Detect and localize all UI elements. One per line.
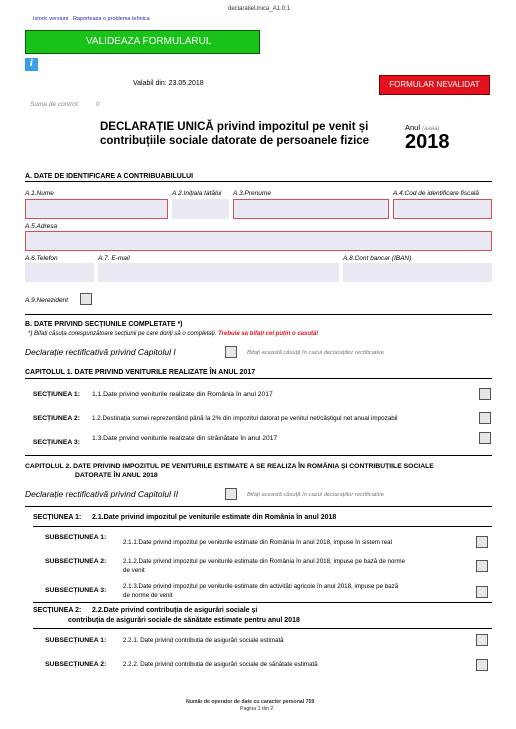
year-value: 2018 xyxy=(405,131,450,153)
subsection-2-1-text: 2.2.1. Date privind contribuția de asigurări sociale estimată xyxy=(123,637,284,644)
checksum-value: 0 xyxy=(96,101,100,108)
footer-operator: Număr de operator de date cu caracter personal 759 xyxy=(186,699,315,705)
email-input[interactable] xyxy=(98,263,339,282)
section-a-divider xyxy=(25,181,492,182)
subsection-2-1-label: SUBSECȚIUNEA 1: xyxy=(45,637,107,644)
chapter-1-divider xyxy=(25,378,492,379)
c2-section-2-bottom-divider xyxy=(33,628,492,629)
a5-label: A.5.Adresa xyxy=(25,223,58,230)
subsection-1-checkbox[interactable] xyxy=(476,536,488,548)
subsection-2-1-checkbox[interactable] xyxy=(476,634,488,646)
chapter-1-heading: CAPITOLUL 1. DATE PRIVIND VENITURILE REALIZATE ÎN ANUL 2017 xyxy=(25,369,256,376)
subsection-2-2-text: 2.2.2. Date privind contribuția de asigurări sociale de sănătate estimată xyxy=(123,661,318,668)
page-title xyxy=(100,120,369,148)
subsection-2-text-a: 2.1.2.Date privind impozitul pe veniturile estimate din România în anul 2018, impuse pe bază de norme xyxy=(123,558,406,565)
subsection-3-text-a: 2.1.3.Date privind impozitul pe veniturile estimate din activități agricole în anul 2018, impuse pe bază xyxy=(123,583,399,590)
subsection-3-label: SUBSECȚIUNEA 3: xyxy=(45,587,107,594)
section-a-heading: A. DATE DE IDENTIFICARE A CONTRIBUABILULUI xyxy=(25,173,194,180)
title-line-2: contribuțiile sociale datorate de persoanele fizice xyxy=(100,135,370,147)
section-2-label: SECȚIUNEA 2: xyxy=(33,415,80,422)
section-3-text: 1.3.Date privind veniturile realizate din străinătate în anul 2017 xyxy=(92,435,278,442)
chapter-2-divider xyxy=(25,506,492,507)
first-name-input[interactable] xyxy=(233,199,389,219)
note-text: *) Bifați căsuța corespunzătoare secțiunii pe care doriți să o completați. xyxy=(28,331,217,337)
a1-label: A.1.Nume xyxy=(25,190,54,197)
subsection-3-checkbox[interactable] xyxy=(476,586,488,598)
valid-from-label: Valabil din: 23.05.2018 xyxy=(133,80,204,87)
title-line-1: DECLARAȚIE UNICĂ privind impozitul pe venit și xyxy=(100,121,369,133)
section-b-heading: B. DATE PRIVIND SECȚIUNILE COMPLETATE *) xyxy=(25,321,183,328)
year-hint: (aaaa) xyxy=(422,126,440,132)
report-problem-link[interactable]: Raporteaza o problema tehnica xyxy=(73,16,150,22)
rectification-cap1-checkbox[interactable] xyxy=(225,346,237,358)
section-divider xyxy=(25,314,492,315)
c2-section-1-text: 2.1.Date privind impozitul pe veniturile estimate din România în anul 2018 xyxy=(92,514,337,521)
version-history-link[interactable]: Istoric versiuni xyxy=(33,16,69,22)
section-1-text: 1.1.Date privind veniturile realizate din România în anul 2017 xyxy=(92,391,273,398)
subsection-2-checkbox[interactable] xyxy=(476,560,488,572)
year-label-text: Anul xyxy=(405,123,421,132)
subsection-2-2-label: SUBSECȚIUNEA 2: xyxy=(45,661,107,668)
validate-form-button[interactable]: VALIDEAZA FORMULARUL xyxy=(25,30,260,54)
rectification-hint-2: Bifați această căsuță în cazul declarațiilor rectificative xyxy=(247,492,384,498)
section-b-note xyxy=(28,331,318,337)
a2-label: A.2.Inițiala tatălui xyxy=(172,190,222,197)
footer-page: Pagina 1 din 2 xyxy=(240,706,274,712)
section-3-checkbox[interactable] xyxy=(479,432,491,444)
info-icon[interactable]: i xyxy=(25,58,38,71)
section-2-text: 1.2.Destinația sumei reprezentând până la 2% din impozitul datorat pe venitul net/câștigul net anual impozabil xyxy=(92,415,398,422)
subsection-2-2-checkbox[interactable] xyxy=(476,659,488,671)
document-code: declaratieUnica_A1.0.1 xyxy=(228,6,291,12)
section-2-checkbox[interactable] xyxy=(479,412,491,424)
form-status-badge: FORMULAR NEVALIDAT xyxy=(379,75,490,95)
c2-section-2-text-b: contribuția de asigurări sociale de sănătate estimate pentru anul 2018 xyxy=(68,617,300,624)
address-input[interactable] xyxy=(25,231,492,251)
father-initial-input[interactable] xyxy=(172,199,229,219)
subsection-3-text-b: de norme de venit xyxy=(123,592,173,599)
section-1-checkbox[interactable] xyxy=(479,388,491,400)
a4-label: A.4.Cod de identificare fiscală xyxy=(393,190,479,197)
subsection-1-label: SUBSECȚIUNEA 1: xyxy=(45,534,107,541)
a7-label: A.7. E-mail xyxy=(98,255,130,262)
chapter-divider xyxy=(25,455,492,456)
a9-label: A.9.Nerezident xyxy=(25,297,68,304)
a6-label: A.6.Telefon xyxy=(25,255,58,262)
phone-input[interactable] xyxy=(25,263,94,282)
rectification-cap2-checkbox[interactable] xyxy=(225,488,237,500)
subsection-2-text-b: de venit xyxy=(123,567,145,574)
checksum-label: Suma de control: xyxy=(30,101,80,108)
iban-input[interactable] xyxy=(343,263,492,282)
fiscal-code-input[interactable] xyxy=(393,199,492,219)
chapter-2-heading-line-2: DATORATE ÎN ANUL 2018 xyxy=(75,472,158,479)
c2-section-2-label: SECȚIUNEA 2: xyxy=(33,607,82,614)
section-1-label: SECȚIUNEA 1: xyxy=(33,391,80,398)
c2-section-2-text-a: 2.2.Date privind contribuția de asigurări sociale și xyxy=(92,607,258,614)
last-name-input[interactable] xyxy=(25,199,168,219)
a8-label: A.8.Cont bancar (IBAN) xyxy=(343,255,412,262)
rectification-hint: Bifați această căsuță în cazul declarațiilor rectificative xyxy=(247,350,384,356)
rectification-cap2-label: Declarație rectificativă privind Capitolul II xyxy=(25,489,179,499)
chapter-2-heading-line-1: CAPITOLUL 2. DATE PRIVIND IMPOZITUL PE VENITURILE ESTIMATE A SE REALIZA ÎN ROMÂNIA ȘI CONTRIBUȚIILE SOCIALE xyxy=(25,463,434,470)
c2-section-2-divider xyxy=(33,602,492,603)
a3-label: A.3.Prenume xyxy=(233,190,271,197)
non-resident-checkbox[interactable] xyxy=(80,293,92,305)
c2-section-1-divider xyxy=(33,526,492,527)
subsection-1-text: 2.1.1.Date privind impozitul pe veniturile estimate din România în anul 2018, impuse în sistem real xyxy=(123,539,392,546)
section-3-label: SECȚIUNEA 3: xyxy=(33,439,80,446)
rectification-cap1-label: Declarație rectificativă privind Capitolul I xyxy=(25,347,176,357)
subsection-2-label: SUBSECȚIUNEA 2: xyxy=(45,558,107,565)
note-warning: Trebuie sa bifați cel puțin o casuță! xyxy=(218,331,319,337)
c2-section-1-label: SECȚIUNEA 1: xyxy=(33,514,82,521)
